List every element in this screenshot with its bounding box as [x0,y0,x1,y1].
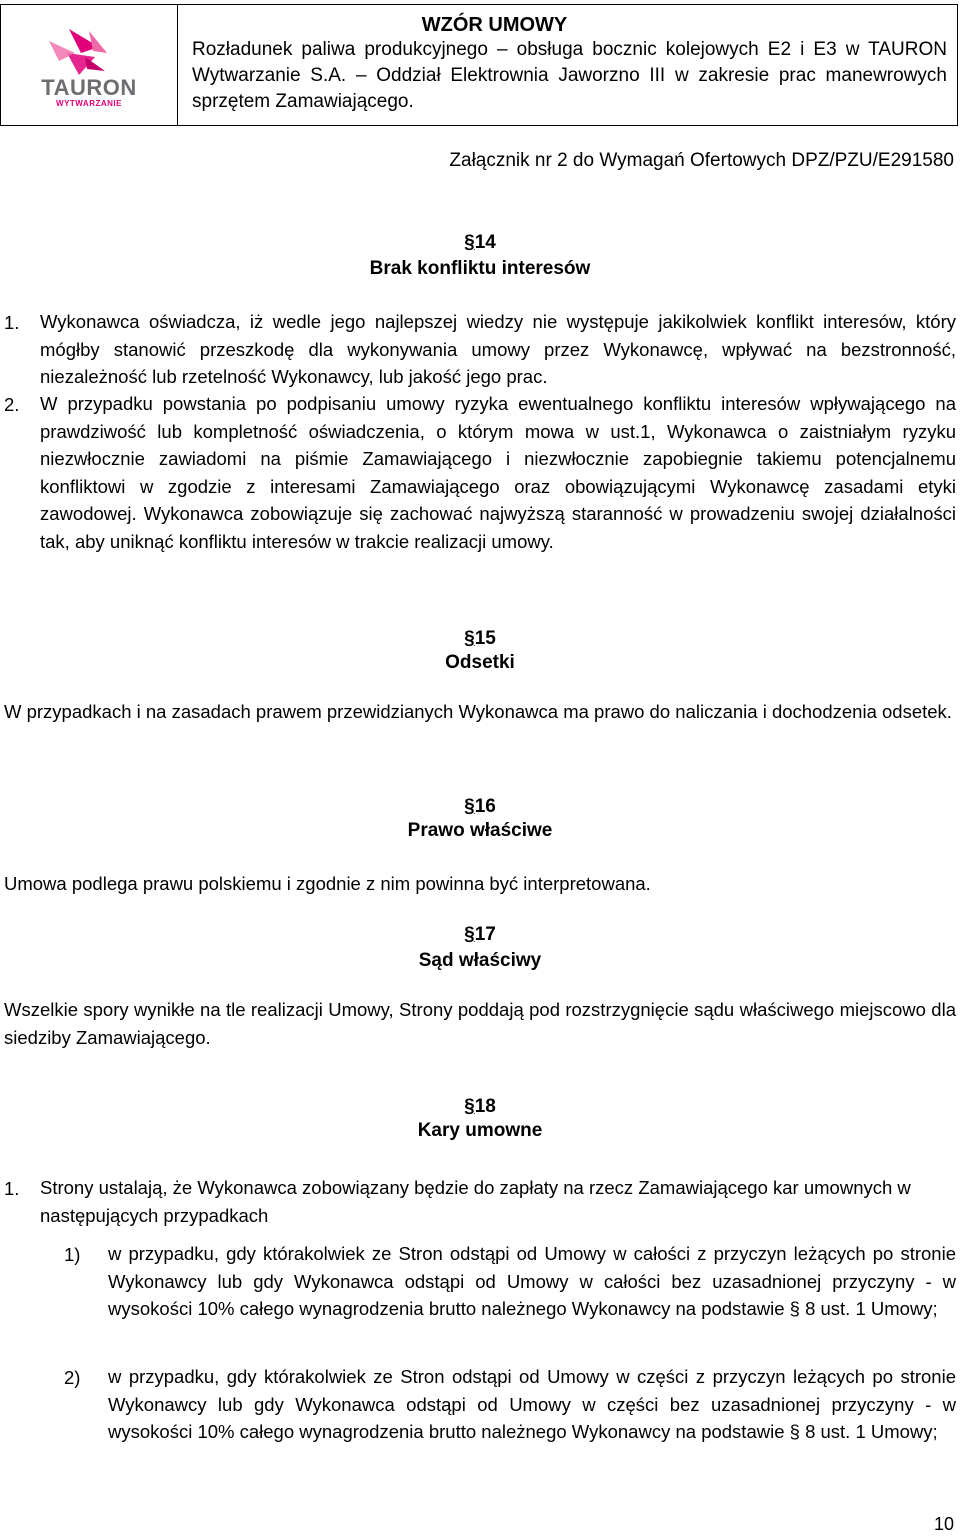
subitem-number: 1) [64,1244,81,1265]
section-title: Brak konfliktu interesów [369,258,591,279]
paragraph: Strony ustalają, że Wykonawca zobowiązany będzie do zapłaty na rzecz Zamawiającego kar umownych w następujących przypadkach [40,1177,911,1226]
paragraph: Wykonawca oświadcza, iż wedle jego najlepszej wiedzy nie występuje jakikolwiek konflikt interesów, który mógłby stanowić przeszkodę dla wykonywania umowy przez Wykonawcę, wpływać na bezstronność, niezależność lub rzetelność Wykonawcy, lub jakość jego prac. [40,311,956,387]
section-title: Sąd właściwy [418,950,542,971]
section-number: §17 [464,924,496,945]
logo-text: TAURON [41,74,137,100]
paragraph: Umowa podlega prawu polskiemu i zgodnie z nim powinna być interpretowana. [4,873,651,894]
section-number: §15 [464,628,496,649]
section-number: §18 [464,1096,496,1117]
logo-subtext: WYTWARZANIE [56,98,122,108]
attachment-reference: Załącznik nr 2 do Wymagań Ofertowych DPZ/PZU/E291580 [449,150,954,171]
header-title-cell [178,5,957,125]
section-title: Prawo właściwe [407,820,553,841]
item-number: 1. [4,312,20,333]
section-number: §14 [464,232,496,253]
document-header [0,4,958,126]
paragraph: W przypadku powstania po podpisaniu umowy ryzyka ewentualnego konfliktu interesów wpływającego na prawdziwość lub kompletność oświadczenia, o którym mowa w ust.1, Wykonawca o zaistniałym ryzyku niezwłocznie zawiadomi na piśmie Zamawiającego i niezwłocznie zapobiegnie takiemu potencjalnemu konfliktowi w zgodzie z interesami Zamawiającego oraz obowiązującymi Wykonawcę zasadami etyki zawodowej. Wykonawca zobowiązuje się zachować najwyższą staranność w prowadzeniu swojej działalności tak, aby uniknąć konfliktu interesów w trakcie realizacji umowy. [40,393,956,552]
paragraph: w przypadku, gdy którakolwiek ze Stron odstąpi od Umowy w całości z przyczyn leżących po stronie Wykonawcy lub gdy Wykonawca odstąpi od Umowy w całości bez uzasadnionej przyczyny - w wysokości 10% całego wynagrodzenia brutto należnego Wykonawcy na podstawie § 8 ust. 1 Umowy; [108,1243,956,1319]
subitem-number: 2) [64,1367,81,1388]
paragraph: Wszelkie spory wynikłe na tle realizacji Umowy, Strony poddają pod rozstrzygnięcie sądu właściwego miejscowo dla siedziby Zamawiającego. [4,999,956,1048]
document-subtitle: Rozładunek paliwa produkcyjnego – obsługa bocznic kolejowych E2 i E3 w TAURON Wytwarzanie S.A. – Oddział Elektrownia Jaworzno III w zakresie prac manewrowych sprzętem Zamawiającego. [192,39,947,112]
paragraph: w przypadku, gdy którakolwiek ze Stron odstąpi od Umowy w części z przyczyn leżących po stronie Wykonawcy lub gdy Wykonawca odstąpi od Umowy w części bez uzasadnionej przyczyny - w wysokości 10% całego wynagrodzenia brutto należnego Wykonawcy na podstawie § 8 ust. 1 Umowy; [108,1366,956,1442]
page-number: 10 [933,1514,954,1534]
item-number: 2. [4,394,20,415]
document-type: WZÓR UMOWY [421,14,568,36]
section-title: Odsetki [445,652,515,673]
tauron-logo [1,5,178,125]
section-number: §16 [464,796,496,817]
paragraph: W przypadkach i na zasadach prawem przewidzianych Wykonawca ma prawo do naliczania i dochodzenia odsetek. [4,701,952,722]
section-title: Kary umowne [417,1120,543,1141]
tauron-star-icon [29,23,149,81]
item-number: 1. [4,1178,20,1199]
